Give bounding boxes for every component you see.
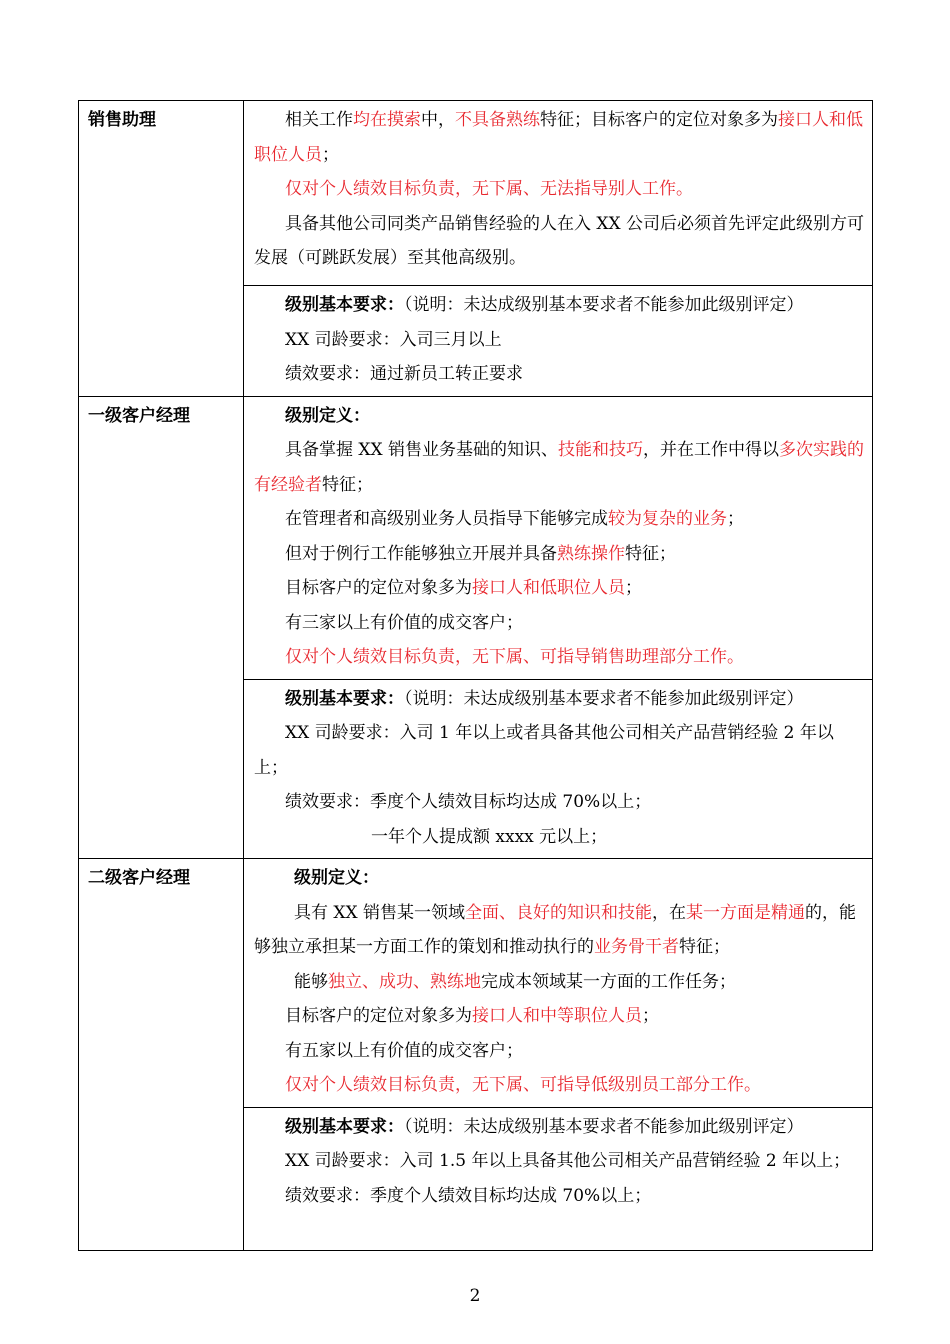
level-label: 一级客户经理 — [88, 405, 190, 426]
row-sales-assistant — [79, 101, 873, 286]
level-label-cell — [79, 396, 244, 859]
requirement-line: 绩效要求：季度个人绩效目标均达成 70%以上； — [285, 792, 652, 812]
definition-line: 具备其他公司同类产品销售经验的人在入 XX 公司后必须首先评定此级别方可发展（可跳跃发展）至其他高级别。 — [254, 213, 865, 268]
level-label: 销售助理 — [88, 110, 156, 130]
definition-line: 目标客户的定位对象多为接口人和中等职位人员； — [285, 1006, 659, 1026]
definition-line: 有三家以上有价值的成交客户； — [285, 612, 523, 633]
requirement-line: 绩效要求：季度个人绩效目标均达成 70%以上； — [285, 1185, 652, 1206]
definition-cell — [244, 101, 873, 286]
level-label: 二级客户经理 — [88, 868, 190, 888]
requirement-line: XX 司龄要求：入司 1 年以上或者具备其他公司相关产品营销经验 2 年以上； — [254, 723, 834, 778]
definition-line: 有五家以上有价值的成交客户； — [285, 1040, 523, 1061]
definition-line: 能够独立、成功、熟练地完成本领域某一方面的工作任务； — [294, 971, 736, 992]
requirement-cell — [244, 286, 873, 397]
definition-line: 但对于例行工作能够独立开展并具备熟练操作特征； — [285, 543, 676, 564]
definition-line: 仅对个人绩效目标负责，无下属、无法指导别人工作。 — [285, 179, 693, 199]
level-table — [78, 100, 873, 1251]
definition-line: 目标客户的定位对象多为接口人和低职位人员； — [285, 578, 642, 598]
level-label-cell — [79, 101, 244, 397]
definition-title: 级别定义： — [294, 868, 379, 888]
definition-line: 仅对个人绩效目标负责，无下属、可指导销售助理部分工作。 — [285, 647, 744, 667]
requirement-cell — [244, 679, 873, 859]
requirement-title-line: 级别基本要求：（说明：未达成级别基本要求者不能参加此级别评定） — [285, 688, 804, 709]
definition-line: 相关工作均在摸索中，不具备熟练特征；目标客户的定位对象多为接口人和低职位人员； — [254, 110, 863, 165]
definition-line: 具有 XX 销售某一领域全面、良好的知识和技能，在某一方面是精通的，能够独立承担某一方面工作的策划和推动执行的业务骨干者特征； — [254, 902, 857, 957]
requirement-cell — [244, 1107, 873, 1250]
requirement-line: XX 司龄要求：入司 1.5 年以上具备其他公司相关产品营销经验 2 年以上； — [285, 1151, 851, 1171]
requirement-line: 绩效要求：通过新员工转正要求 — [285, 364, 523, 384]
definition-title: 级别定义： — [285, 405, 370, 426]
requirement-title-line: 级别基本要求：（说明：未达成级别基本要求者不能参加此级别评定） — [285, 1116, 804, 1137]
requirement-line: XX 司龄要求：入司三月以上 — [285, 329, 502, 350]
row-level1-manager — [79, 396, 873, 679]
definition-line: 在管理者和高级别业务人员指导下能够完成较为复杂的业务； — [285, 509, 744, 529]
row-level2-manager — [79, 859, 873, 1108]
definition-cell — [244, 859, 873, 1108]
page-number: 2 — [469, 1286, 481, 1306]
definition-cell — [244, 396, 873, 679]
level-label-cell — [79, 859, 244, 1251]
definition-line: 仅对个人绩效目标负责，无下属、可指导低级别员工部分工作。 — [285, 1075, 761, 1095]
requirement-line: 一年个人提成额 xxxx 元以上； — [371, 826, 608, 847]
requirement-title-line: 级别基本要求：（说明：未达成级别基本要求者不能参加此级别评定） — [285, 295, 804, 315]
definition-line: 具备掌握 XX 销售业务基础的知识、技能和技巧，并在工作中得以多次实践的有经验者特征； — [254, 440, 865, 495]
